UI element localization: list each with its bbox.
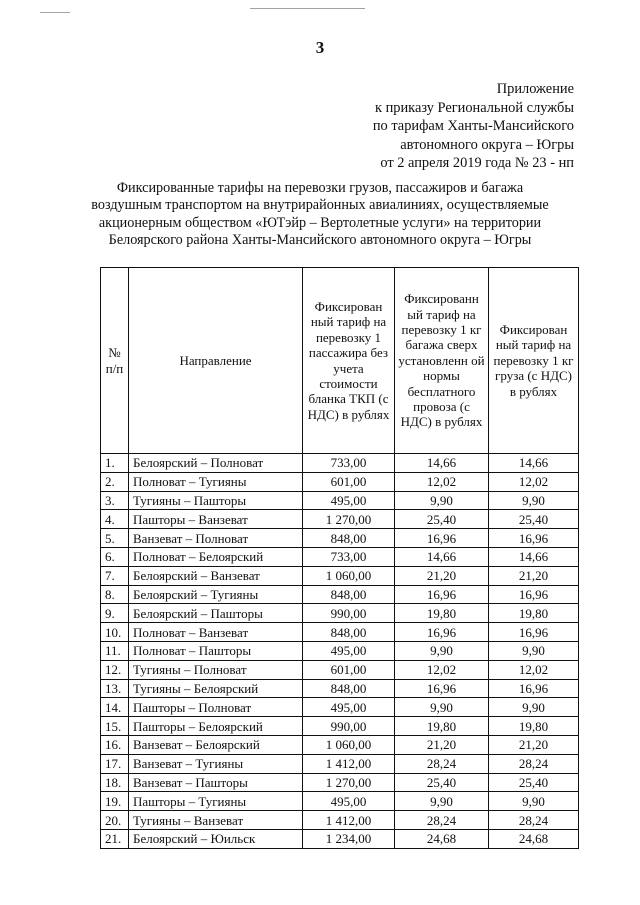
table-row xyxy=(101,717,579,736)
table-row xyxy=(101,547,579,566)
baggage-tariff: 14,66 xyxy=(395,547,489,566)
baggage-tariff: 28,24 xyxy=(395,754,489,773)
passenger-tariff: 848,00 xyxy=(303,623,395,642)
route-direction: Пашторы – Полноват xyxy=(129,698,303,717)
passenger-tariff: 848,00 xyxy=(303,679,395,698)
route-direction: Полноват – Белоярский xyxy=(129,547,303,566)
route-direction: Белоярский – Тугияны xyxy=(129,585,303,604)
title-line: Фиксированные тарифы на перевозки грузов, пассажиров и багажа xyxy=(116,180,524,196)
header-passenger-tariff: Фиксирован ный тариф на перевозку 1 пассажира без учета стоимости бланка ТКП (с НДС) в рублях xyxy=(303,268,395,454)
row-number: 11. xyxy=(101,641,129,660)
row-number: 1. xyxy=(101,454,129,473)
table-row xyxy=(101,472,579,491)
route-direction: Ванзеват – Полноват xyxy=(129,529,303,548)
appendix-line: от 2 апреля 2019 года № 23 - нп xyxy=(380,155,574,172)
page-number: 3 xyxy=(315,38,325,57)
route-direction: Ванзеват – Тугияны xyxy=(129,754,303,773)
scan-artifact-mark xyxy=(40,12,70,13)
cargo-tariff: 9,90 xyxy=(489,698,579,717)
passenger-tariff: 601,00 xyxy=(303,472,395,491)
baggage-tariff: 21,20 xyxy=(395,735,489,754)
row-number: 17. xyxy=(101,754,129,773)
cargo-tariff: 9,90 xyxy=(489,491,579,510)
row-number: 10. xyxy=(101,623,129,642)
baggage-tariff: 16,96 xyxy=(395,679,489,698)
row-number: 4. xyxy=(101,510,129,529)
baggage-tariff: 16,96 xyxy=(395,585,489,604)
header-cargo-tariff: Фиксирован ный тариф на перевозку 1 кг груза (с НДС) в рублях xyxy=(489,268,579,454)
header-baggage-tariff: Фиксированн ый тариф на перевозку 1 кг багажа сверх установленн ой нормы бесплатного провоза (с НДС) в рублях xyxy=(395,268,489,454)
cargo-tariff: 25,40 xyxy=(489,510,579,529)
row-number: 3. xyxy=(101,491,129,510)
cargo-tariff: 9,90 xyxy=(489,641,579,660)
cargo-tariff: 21,20 xyxy=(489,566,579,585)
passenger-tariff: 495,00 xyxy=(303,491,395,510)
title-line: Белоярского района Ханты-Мансийского автономного округа – Югры xyxy=(108,232,532,249)
route-direction: Тугияны – Белоярский xyxy=(129,679,303,698)
passenger-tariff: 601,00 xyxy=(303,660,395,679)
baggage-tariff: 25,40 xyxy=(395,773,489,792)
scan-artifact-mark xyxy=(250,8,365,9)
cargo-tariff: 12,02 xyxy=(489,660,579,679)
route-direction: Тугияны – Полноват xyxy=(129,660,303,679)
route-direction: Пашторы – Тугияны xyxy=(129,792,303,811)
appendix-block xyxy=(373,80,574,173)
table-row xyxy=(101,566,579,585)
row-number: 14. xyxy=(101,698,129,717)
row-number: 15. xyxy=(101,717,129,736)
baggage-tariff: 28,24 xyxy=(395,811,489,830)
route-direction: Ванзеват – Белоярский xyxy=(129,735,303,754)
passenger-tariff: 733,00 xyxy=(303,547,395,566)
cargo-tariff: 19,80 xyxy=(489,604,579,623)
passenger-tariff: 1 412,00 xyxy=(303,811,395,830)
baggage-tariff: 16,96 xyxy=(395,623,489,642)
baggage-tariff: 9,90 xyxy=(395,698,489,717)
baggage-tariff: 16,96 xyxy=(395,529,489,548)
title-line: воздушным транспортом на внутрирайонных авиалиниях, осуществляемые xyxy=(91,197,549,214)
baggage-tariff: 9,90 xyxy=(395,491,489,510)
route-direction: Белоярский – Ванзеват xyxy=(129,566,303,585)
route-direction: Белоярский – Юильск xyxy=(129,829,303,848)
cargo-tariff: 16,96 xyxy=(489,585,579,604)
route-direction: Белоярский – Пашторы xyxy=(129,604,303,623)
table-row xyxy=(101,792,579,811)
tariff-table xyxy=(100,267,579,849)
row-number: 9. xyxy=(101,604,129,623)
table-row xyxy=(101,773,579,792)
cargo-tariff: 28,24 xyxy=(489,811,579,830)
row-number: 12. xyxy=(101,660,129,679)
appendix-line: автономного округа – Югры xyxy=(400,136,574,153)
passenger-tariff: 1 234,00 xyxy=(303,829,395,848)
route-direction: Полноват – Ванзеват xyxy=(129,623,303,642)
baggage-tariff: 9,90 xyxy=(395,641,489,660)
row-number: 21. xyxy=(101,829,129,848)
passenger-tariff: 990,00 xyxy=(303,717,395,736)
route-direction: Пашторы – Ванзеват xyxy=(129,510,303,529)
table-row xyxy=(101,829,579,848)
cargo-tariff: 16,96 xyxy=(489,679,579,698)
table-row xyxy=(101,604,579,623)
cargo-tariff: 14,66 xyxy=(489,454,579,473)
passenger-tariff: 495,00 xyxy=(303,641,395,660)
cargo-tariff: 19,80 xyxy=(489,717,579,736)
row-number: 20. xyxy=(101,811,129,830)
passenger-tariff: 1 060,00 xyxy=(303,735,395,754)
cargo-tariff: 12,02 xyxy=(489,472,579,491)
route-direction: Тугияны – Ванзеват xyxy=(129,811,303,830)
row-number: 19. xyxy=(101,792,129,811)
passenger-tariff: 1 060,00 xyxy=(303,566,395,585)
row-number: 6. xyxy=(101,547,129,566)
table-row xyxy=(101,641,579,660)
table-row xyxy=(101,585,579,604)
baggage-tariff: 12,02 xyxy=(395,660,489,679)
cargo-tariff: 25,40 xyxy=(489,773,579,792)
cargo-tariff: 24,68 xyxy=(489,829,579,848)
document-title xyxy=(80,180,560,250)
appendix-line: по тарифам Ханты-Мансийского xyxy=(372,118,574,135)
row-number: 16. xyxy=(101,735,129,754)
route-direction: Полноват – Тугияны xyxy=(129,472,303,491)
table-row xyxy=(101,735,579,754)
route-direction: Белоярский – Полноват xyxy=(129,454,303,473)
table-row xyxy=(101,811,579,830)
passenger-tariff: 495,00 xyxy=(303,792,395,811)
row-number: 7. xyxy=(101,566,129,585)
passenger-tariff: 848,00 xyxy=(303,585,395,604)
row-number: 8. xyxy=(101,585,129,604)
appendix-line: к приказу Региональной службы xyxy=(375,99,574,116)
baggage-tariff: 19,80 xyxy=(395,717,489,736)
table-row xyxy=(101,491,579,510)
cargo-tariff: 9,90 xyxy=(489,792,579,811)
route-direction: Пашторы – Белоярский xyxy=(129,717,303,736)
baggage-tariff: 19,80 xyxy=(395,604,489,623)
cargo-tariff: 21,20 xyxy=(489,735,579,754)
table-row xyxy=(101,529,579,548)
table-row xyxy=(101,679,579,698)
route-direction: Ванзеват – Пашторы xyxy=(129,773,303,792)
passenger-tariff: 733,00 xyxy=(303,454,395,473)
cargo-tariff: 28,24 xyxy=(489,754,579,773)
table-row xyxy=(101,754,579,773)
row-number: 5. xyxy=(101,529,129,548)
table-row xyxy=(101,510,579,529)
baggage-tariff: 24,68 xyxy=(395,829,489,848)
row-number: 13. xyxy=(101,679,129,698)
route-direction: Тугияны – Пашторы xyxy=(129,491,303,510)
row-number: 2. xyxy=(101,472,129,491)
passenger-tariff: 1 270,00 xyxy=(303,510,395,529)
cargo-tariff: 16,96 xyxy=(489,623,579,642)
passenger-tariff: 1 412,00 xyxy=(303,754,395,773)
baggage-tariff: 25,40 xyxy=(395,510,489,529)
appendix-line: Приложение xyxy=(496,81,574,97)
header-num: № п/п xyxy=(101,268,129,454)
table-row xyxy=(101,660,579,679)
row-number: 18. xyxy=(101,773,129,792)
title-line: акционерным обществом «ЮТэйр – Вертолетные услуги» на территории xyxy=(98,214,542,231)
header-direction: Направление xyxy=(129,268,303,454)
table-row xyxy=(101,454,579,473)
tariff-rows xyxy=(101,454,579,849)
baggage-tariff: 9,90 xyxy=(395,792,489,811)
baggage-tariff: 14,66 xyxy=(395,454,489,473)
route-direction: Полноват – Пашторы xyxy=(129,641,303,660)
baggage-tariff: 21,20 xyxy=(395,566,489,585)
table-row xyxy=(101,698,579,717)
passenger-tariff: 990,00 xyxy=(303,604,395,623)
passenger-tariff: 848,00 xyxy=(303,529,395,548)
baggage-tariff: 12,02 xyxy=(395,472,489,491)
table-row xyxy=(101,623,579,642)
passenger-tariff: 1 270,00 xyxy=(303,773,395,792)
cargo-tariff: 16,96 xyxy=(489,529,579,548)
cargo-tariff: 14,66 xyxy=(489,547,579,566)
passenger-tariff: 495,00 xyxy=(303,698,395,717)
table-header-row xyxy=(101,268,579,454)
